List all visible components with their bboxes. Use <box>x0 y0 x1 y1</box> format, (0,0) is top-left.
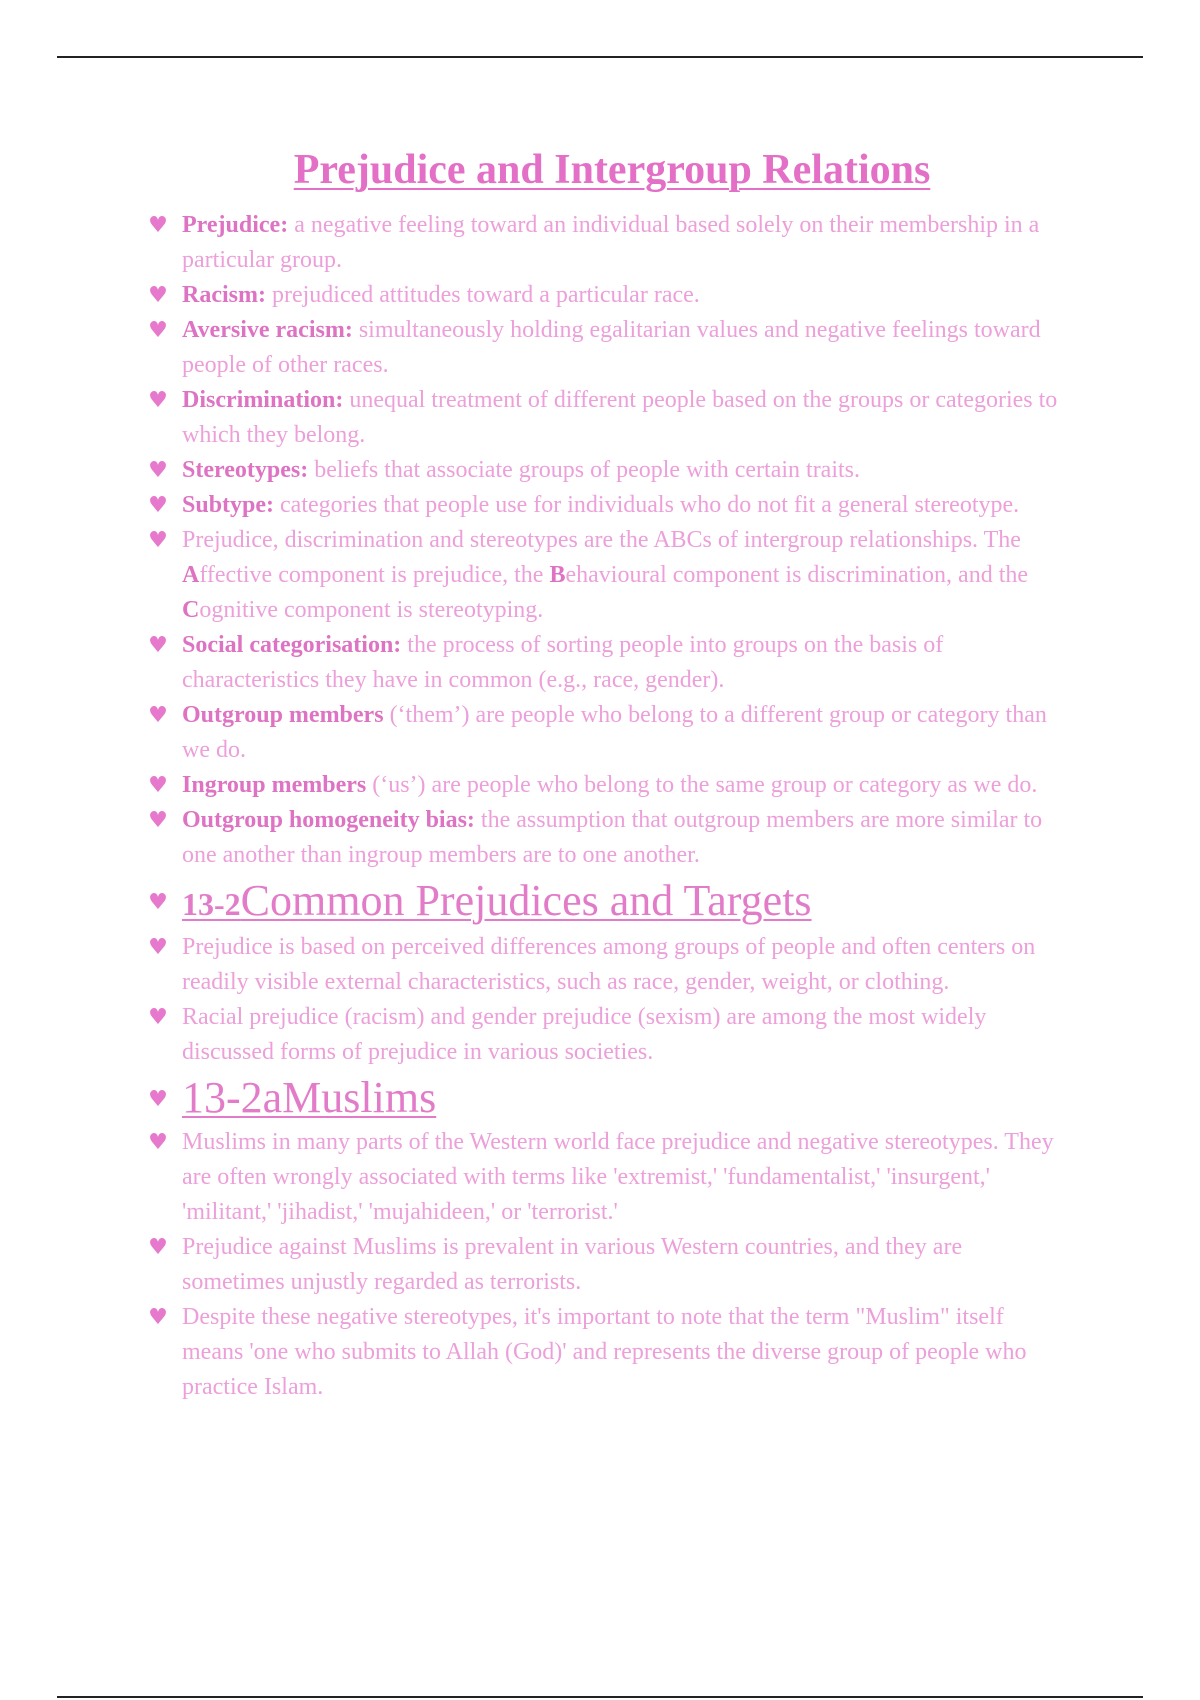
heart-icon: ♥ <box>148 890 168 915</box>
list-item <box>146 1000 1066 1070</box>
list-item <box>146 453 1066 488</box>
top-rule <box>57 56 1143 58</box>
list-item <box>146 208 1066 278</box>
term: Prejudice: <box>182 212 289 238</box>
paragraph: Prejudice is based on perceived differences among groups of people and often centers on readily visible external characteristics, such as race, gender, weight, or clothing. <box>182 934 1036 995</box>
paragraph: Prejudice against Muslims is prevalent in various Western countries, and they are sometimes unjustly regarded as terrorists. <box>182 1234 963 1295</box>
definition: (‘them’) are people who belong to a different group or category than we do. <box>182 702 1047 763</box>
term: Subtype: <box>182 492 275 518</box>
heart-icon: ♥ <box>148 1305 168 1330</box>
section-title-text: Common Prejudices and Targets <box>240 876 812 925</box>
definition: (‘us’) are people who belong to the same group or category as we do. <box>366 772 1038 798</box>
paragraph: Muslims in many parts of the Western world face prejudice and negative stereotypes. They are often wrongly associated with terms like 'extremist,' 'fundamentalist,' 'insurgent,' 'militant,' 'jihadist,' 'mujahideen,' or 'terrorist.' <box>182 1129 1054 1225</box>
list-item <box>146 313 1066 383</box>
paragraph: Despite these negative stereotypes, it's important to note that the term "Muslim" itself means 'one who submits to Allah (God)' and represents the diverse group of people who practice Islam. <box>182 1304 1027 1400</box>
section-title <box>182 876 812 925</box>
heart-icon: ♥ <box>148 213 168 238</box>
heart-icon: ♥ <box>148 1005 168 1030</box>
bottom-rule <box>57 1696 1143 1698</box>
definition: a negative feeling toward an individual based solely on their membership in a particular group. <box>182 212 1040 273</box>
section-heading-muslims <box>146 1074 1066 1123</box>
heart-icon: ♥ <box>148 388 168 413</box>
term: Discrimination: <box>182 387 344 413</box>
definition: beliefs that associate groups of people with certain traits. <box>308 457 861 483</box>
section-number: 13-2 <box>182 886 241 922</box>
heart-icon: ♥ <box>148 1235 168 1260</box>
document-body <box>146 146 1066 1405</box>
definition: the process of sorting people into groups on the basis of characteristics they have in common (e.g., race, gender). <box>182 632 944 693</box>
term: Racism: <box>182 282 266 308</box>
heart-icon: ♥ <box>148 633 168 658</box>
list-item <box>146 488 1066 523</box>
term: Outgroup members <box>182 702 384 728</box>
heart-icon: ♥ <box>148 1130 168 1155</box>
definition: the assumption that outgroup members are more similar to one another than ingroup members are to one another. <box>182 807 1043 868</box>
definition: simultaneously holding egalitarian values and negative feelings toward people of other races. <box>182 317 1041 378</box>
list-item <box>146 278 1066 313</box>
list-item <box>146 768 1066 803</box>
abc-text-2: ffective component is prejudice, the <box>199 562 550 588</box>
heart-icon: ♥ <box>148 773 168 798</box>
definition: unequal treatment of different people based on the groups or categories to which they belong. <box>182 387 1058 448</box>
term: Stereotypes: <box>182 457 309 483</box>
heart-icon: ♥ <box>148 1087 168 1112</box>
heart-icon: ♥ <box>148 528 168 553</box>
abc-letter-c: C <box>182 597 200 623</box>
abc-text-4: ognitive component is stereotyping. <box>199 597 544 623</box>
list-item <box>146 930 1066 1000</box>
abc-letter-a: A <box>182 562 200 588</box>
heart-icon: ♥ <box>148 493 168 518</box>
list-item <box>146 1125 1066 1230</box>
definition: categories that people use for individuals who do not fit a general stereotype. <box>274 492 1020 518</box>
heart-icon: ♥ <box>148 283 168 308</box>
section-heading-common-prejudices <box>146 877 1066 928</box>
term: Outgroup homogeneity bias: <box>182 807 475 833</box>
list-item <box>146 628 1066 698</box>
heart-icon: ♥ <box>148 808 168 833</box>
list-item <box>146 383 1066 453</box>
list-item <box>146 698 1066 768</box>
abc-letter-b: B <box>549 562 566 588</box>
list-item <box>146 1300 1066 1405</box>
section-title: 13-2aMuslims <box>182 1073 437 1122</box>
paragraph: Racial prejudice (racism) and gender prejudice (sexism) are among the most widely discussed forms of prejudice in various societies. <box>182 1004 987 1065</box>
heart-icon: ♥ <box>148 318 168 343</box>
definitions-list <box>146 208 1066 1405</box>
term: Aversive racism: <box>182 317 353 343</box>
page-title: Prejudice and Intergroup Relations <box>293 147 931 193</box>
list-item-abc <box>146 523 1066 628</box>
abc-text-3: ehavioural component is discrimination, and the <box>565 562 1029 588</box>
term: Ingroup members <box>182 772 367 798</box>
term: Social categorisation: <box>182 632 402 658</box>
heart-icon: ♥ <box>148 458 168 483</box>
list-item <box>146 803 1066 873</box>
definition: prejudiced attitudes toward a particular race. <box>265 282 700 308</box>
list-item <box>146 1230 1066 1300</box>
heart-icon: ♥ <box>148 935 168 960</box>
abc-text-1: Prejudice, discrimination and stereotypes are the ABCs of intergroup relationships. The <box>182 527 1021 553</box>
heart-icon: ♥ <box>148 703 168 728</box>
